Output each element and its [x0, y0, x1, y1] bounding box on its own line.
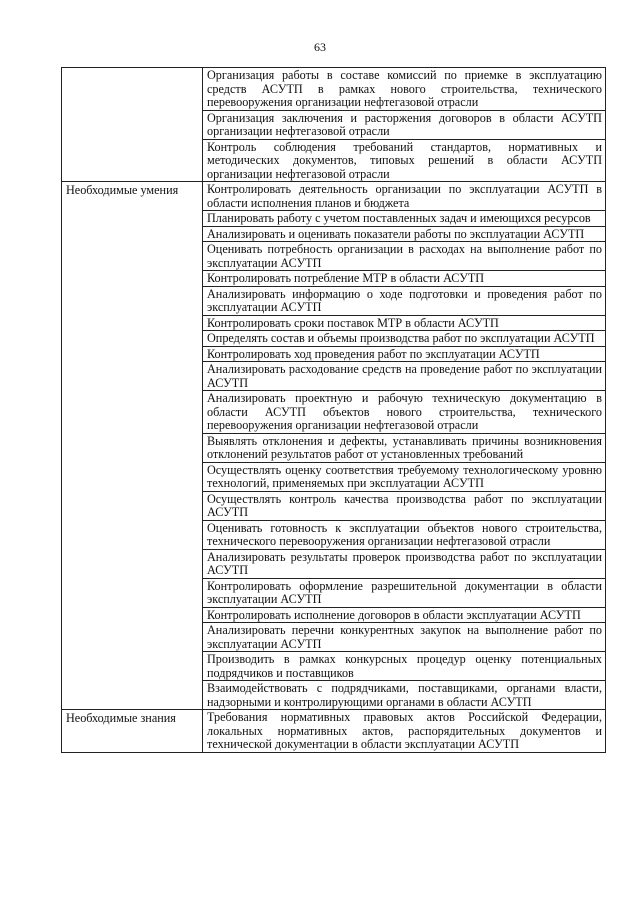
requirement-item: Анализировать расходование средств на проведение работ по эксплуатации АСУТП — [203, 362, 606, 391]
requirement-item: Анализировать проектную и рабочую техническую документацию в области АСУТП объектов нового строительства, технического перевооружения организации нефтегазовой отрасли — [203, 391, 606, 434]
requirement-item: Контролировать оформление разрешительной документации в области эксплуатации АСУТП — [203, 578, 606, 607]
requirement-item: Анализировать и оценивать показатели работы по эксплуатации АСУТП — [203, 226, 606, 242]
requirement-item: Выявлять отклонения и дефекты, устанавливать причины возникновения отклонений результатов работ от установленных требований — [203, 433, 606, 462]
requirement-item: Определять состав и объемы производства работ по эксплуатации АСУТП — [203, 331, 606, 347]
requirement-item: Контролировать сроки поставок МТР в области АСУТП — [203, 315, 606, 331]
requirement-item: Анализировать информацию о ходе подготовки и проведения работ по эксплуатации АСУТП — [203, 286, 606, 315]
table-row — [62, 68, 606, 111]
requirement-item: Контролировать деятельность организации по эксплуатации АСУТП в области исполнения планов и бюджета — [203, 182, 606, 211]
section-label — [62, 68, 203, 182]
requirement-item: Требования нормативных правовых актов Российской Федерации, локальных нормативных актов, распорядительных документов и технической документации в области эксплуатации АСУТП — [203, 710, 606, 753]
table-row — [62, 182, 606, 211]
requirement-item: Оценивать готовность к эксплуатации объектов нового строительства, технического перевооружения организации нефтегазовой отрасли — [203, 520, 606, 549]
requirement-item: Контролировать потребление МТР в области АСУТП — [203, 271, 606, 287]
requirement-item: Осуществлять контроль качества производства работ по эксплуатации АСУТП — [203, 491, 606, 520]
requirement-item: Взаимодействовать с подрядчиками, поставщиками, органами власти, надзорными и контролирующими органами в области АСУТП — [203, 681, 606, 710]
requirement-item: Анализировать результаты проверок производства работ по эксплуатации АСУТП — [203, 549, 606, 578]
requirements-table — [61, 67, 606, 753]
requirement-item: Осуществлять оценку соответствия требуемому технологическому уровню технологий, применяемых при эксплуатации АСУТП — [203, 462, 606, 491]
requirement-item: Организация работы в составе комиссий по приемке в эксплуатацию средств АСУТП в рамках нового строительства, технического перевооружения организации нефтегазовой отрасли — [203, 68, 606, 111]
section-label: Необходимые знания — [62, 710, 203, 753]
requirement-item: Производить в рамках конкурсных процедур оценку потенциальных подрядчиков и поставщиков — [203, 652, 606, 681]
requirement-item: Контроль соблюдения требований стандартов, нормативных и методических документов, типовых решений в области АСУТП организации нефтегазовой отрасли — [203, 139, 606, 182]
requirement-item: Контролировать исполнение договоров в области эксплуатации АСУТП — [203, 607, 606, 623]
page-number: 63 — [314, 40, 326, 54]
requirement-item: Анализировать перечни конкурентных закупок на выполнение работ по эксплуатации АСУТП — [203, 623, 606, 652]
requirement-item: Контролировать ход проведения работ по эксплуатации АСУТП — [203, 346, 606, 362]
section-label: Необходимые умения — [62, 182, 203, 710]
requirement-item: Организация заключения и расторжения договоров в области АСУТП организации нефтегазовой отрасли — [203, 110, 606, 139]
requirement-item: Оценивать потребность организации в расходах на выполнение работ по эксплуатации АСУТП — [203, 242, 606, 271]
requirement-item: Планировать работу с учетом поставленных задач и имеющихся ресурсов — [203, 211, 606, 227]
table-row — [62, 710, 606, 753]
